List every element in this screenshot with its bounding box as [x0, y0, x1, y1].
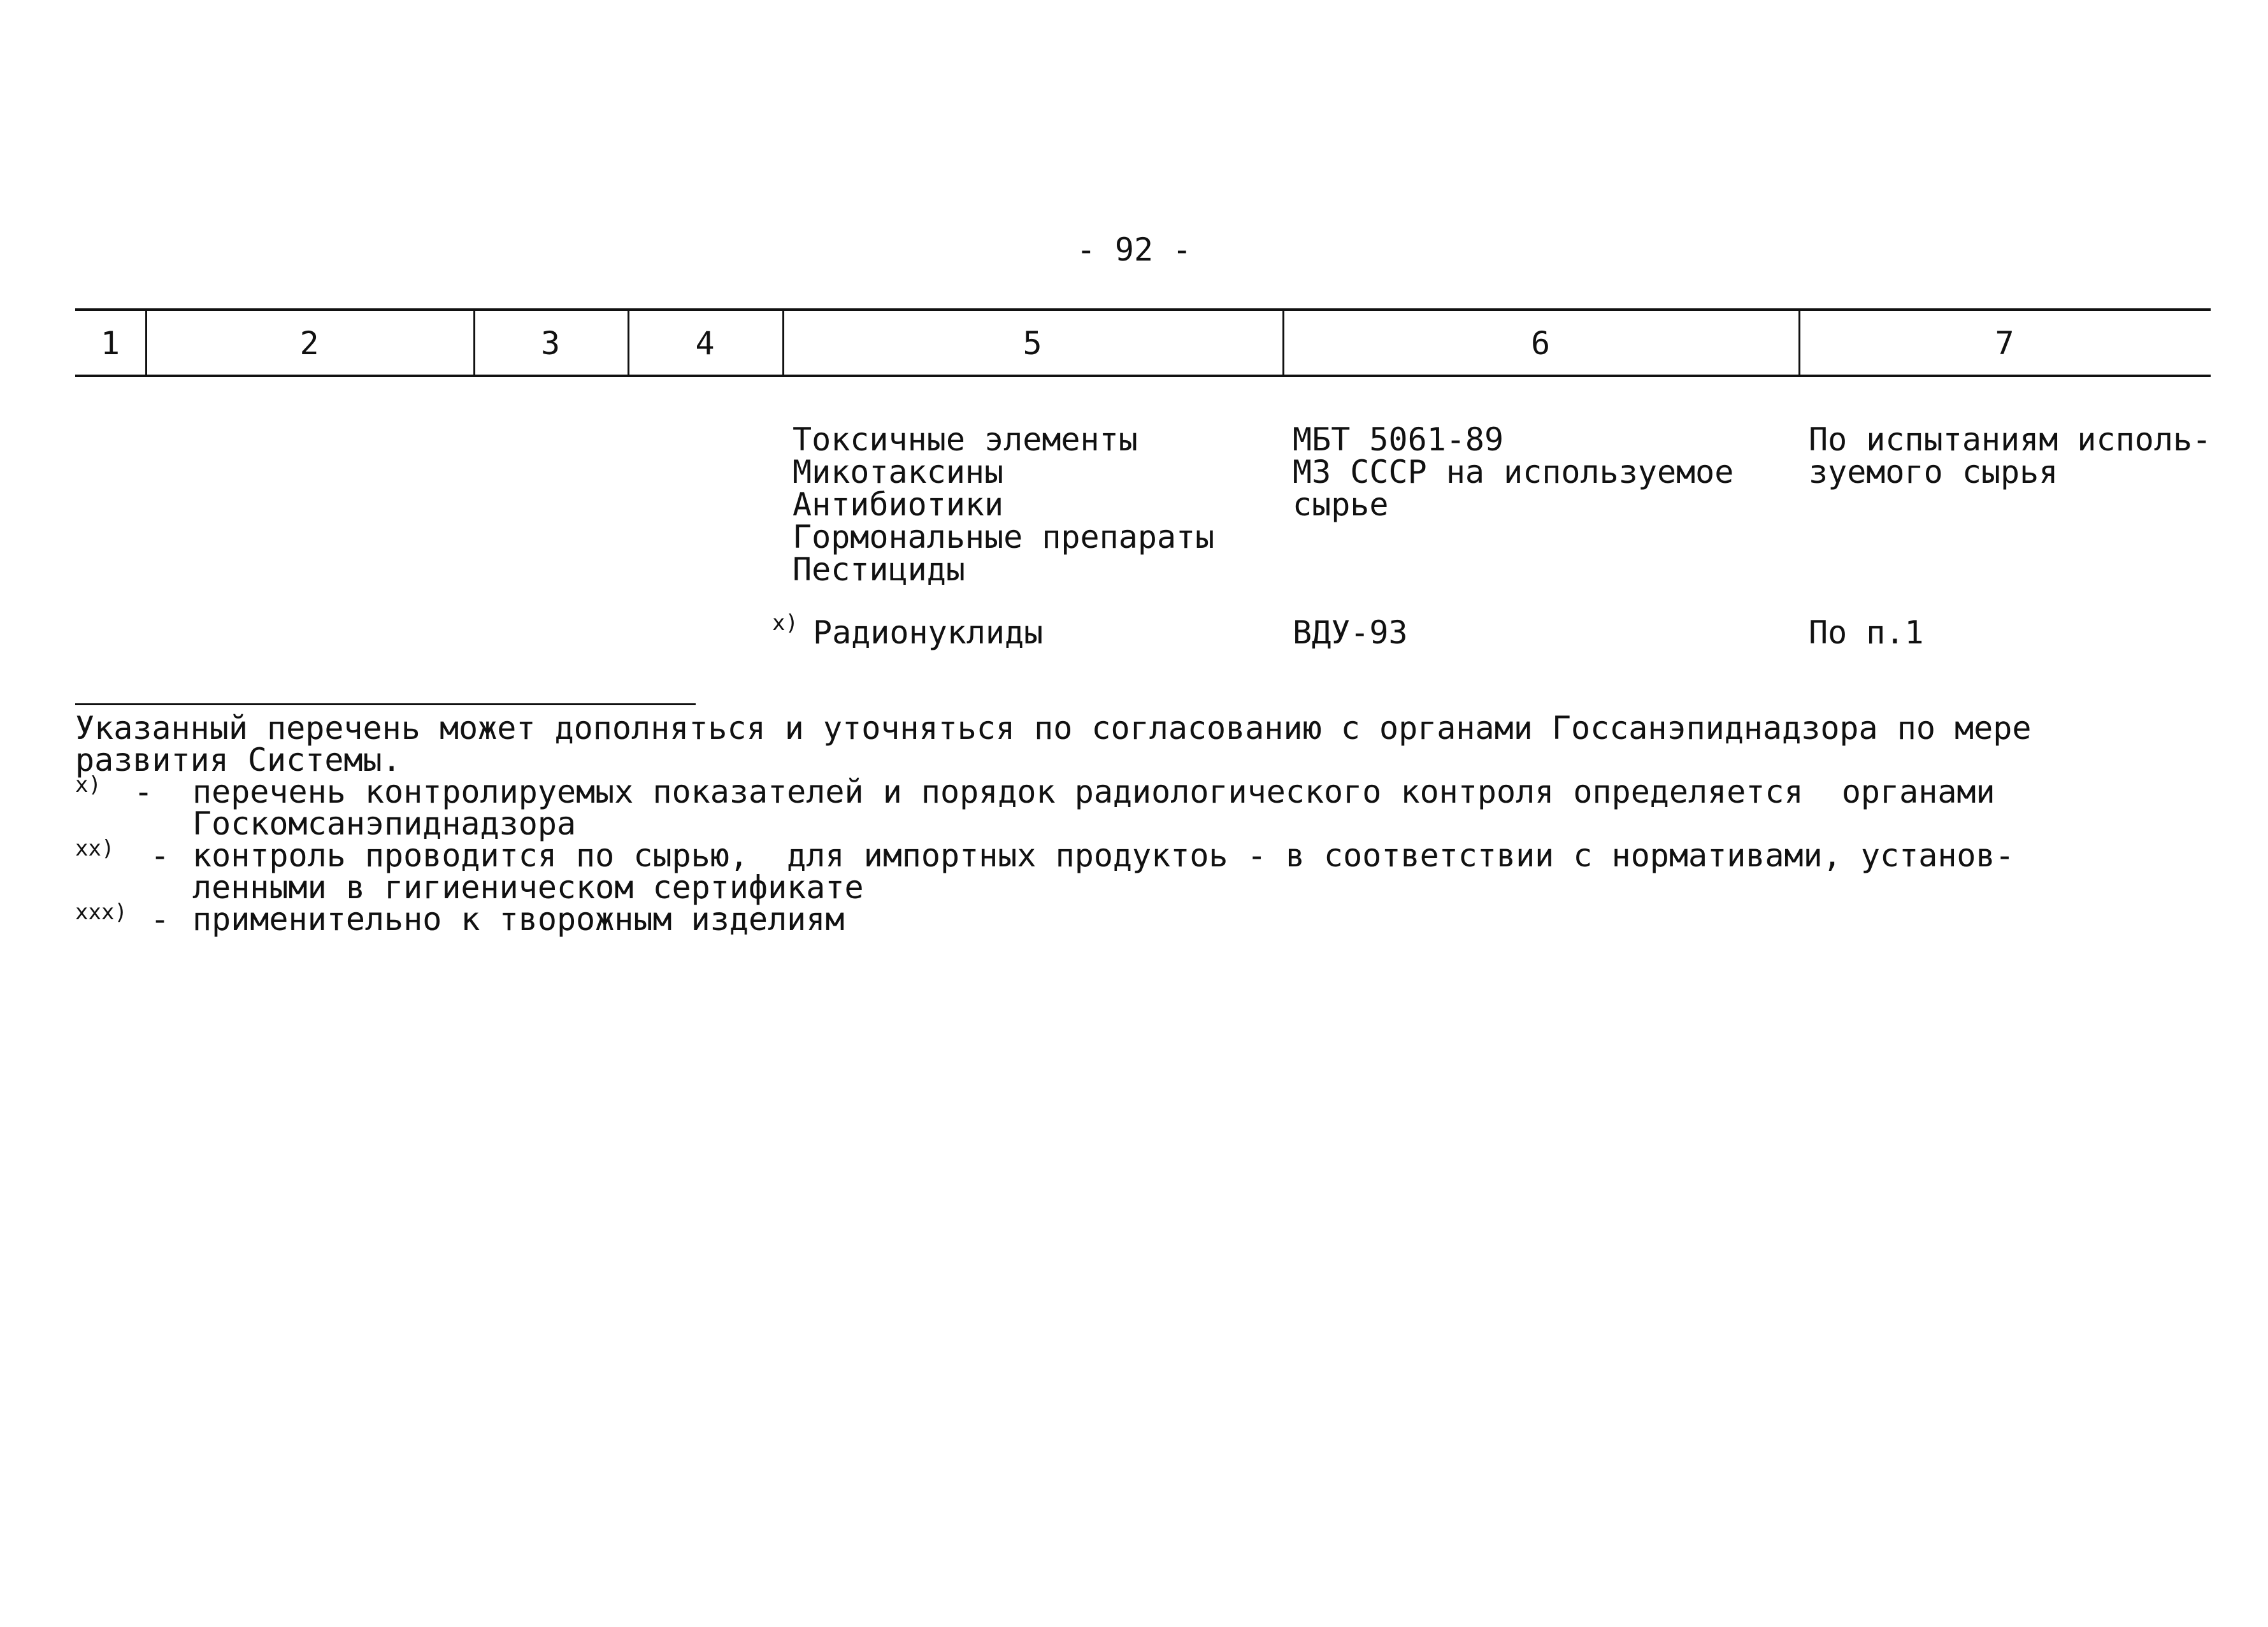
footnote-x-dash: - — [134, 773, 154, 810]
row1-col7-line2: зуемого сырья — [1809, 454, 2058, 491]
footnote-xx-marker: xx) — [75, 836, 115, 861]
column-header-6: 6 — [1530, 325, 1551, 362]
row1-col5-line3: Антибиотики — [793, 486, 1004, 523]
row1-col7-line1: По испытаниям исполь- — [1809, 421, 2212, 458]
row1-col5-line1: Токсичные элементы — [793, 421, 1138, 458]
column-header-2: 2 — [299, 325, 319, 362]
column-header-3: 3 — [540, 325, 561, 362]
footnote-x-line2: Госкомсанэпиднадзора — [192, 805, 577, 842]
footnote-xxx-dash: - — [150, 901, 170, 938]
footnote-xx-line1: контроль проводится по сырью, для импортных продуктоь - в соответствии с нормативами, установ- — [192, 837, 2014, 874]
table-top-rule — [75, 308, 2211, 311]
row1-col5-line4: Гормональные препараты — [793, 519, 1215, 555]
footnote-x-marker: x) — [75, 772, 101, 798]
footnote-xx-dash: - — [150, 837, 170, 874]
row2-col6: ВДУ-93 — [1293, 614, 1408, 651]
column-header-4: 4 — [695, 325, 715, 362]
column-header-1: 1 — [100, 325, 120, 362]
row1-col6-line3: сырье — [1293, 486, 1389, 523]
column-header-7: 7 — [1995, 325, 2014, 362]
footnote-x-line1: перечень контролируемых показателей и порядок радиологического контроля определяется органами — [192, 773, 1995, 810]
column-header-5: 5 — [1023, 325, 1042, 362]
row2-footnote-marker: x) — [772, 610, 798, 636]
row2-col5: Радионуклиды — [813, 614, 1044, 651]
row1-col5-line5: Пестициды — [793, 551, 965, 588]
row1-col5-line2: Микотаксины — [793, 454, 1004, 491]
row1-col6-line1: МБТ 5061-89 — [1293, 421, 1504, 458]
page-number: - 92 - — [1076, 231, 1192, 268]
footnote-intro-line1: Указанный перечень может дополняться и уточняться по согласованию с органами Госсанэпиднадзора по мере — [75, 710, 2032, 747]
footnote-xx-line2: ленными в гигиеническом сертификате — [192, 869, 864, 906]
footnote-xxx-line1: применительно к творожным изделиям — [192, 901, 845, 938]
table-header-bottom-rule — [75, 375, 2211, 377]
row2-col7: По п.1 — [1809, 614, 1924, 651]
footnote-separator — [75, 703, 696, 705]
footnote-xxx-marker: xxx) — [75, 900, 127, 925]
row1-col6-line2: МЗ СССР на используемое — [1293, 454, 1734, 491]
footnote-intro-line2: развития Системы. — [75, 742, 401, 778]
